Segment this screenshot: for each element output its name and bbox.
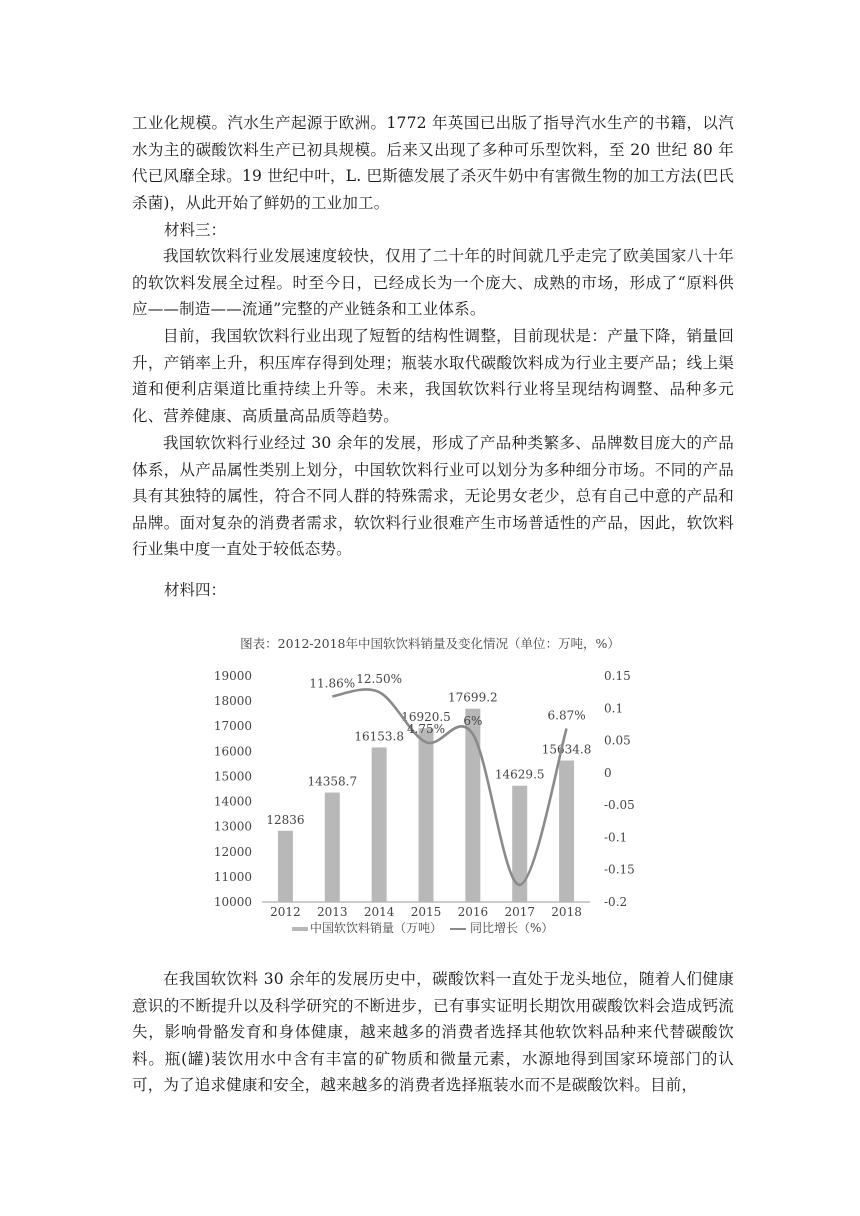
growth-value-label: 11.86% <box>309 676 356 691</box>
chart-title: 图表：2012-2018年中国软饮料销量及变化情况（单位：万吨，%） <box>240 636 620 651</box>
paragraph-intro: 工业化规模。汽水生产起源于欧洲。1772 年英国已出版了指导汽水生产的书籍，以汽水为主的碳酸饮料生产已初具规模。后来又出现了多种可乐型饮料，至 20 世纪 80 年代已风靡全球。19 世纪中叶，L. 巴斯德发展了杀灭牛奶中有害微生物的加工方法(巴氏杀菌)，从此开始了鲜奶的工业加工。 <box>132 114 734 212</box>
y-right-tick-label: 0.05 <box>604 733 631 748</box>
bar-value-label: 12836 <box>266 812 305 827</box>
y-left-tick-label: 11000 <box>213 869 252 884</box>
y-right-tick-label: 0.15 <box>604 669 631 683</box>
growth-value-label: 12.50% <box>356 672 403 687</box>
bar <box>278 831 293 902</box>
legend-line-label: 同比增长（%） <box>470 921 554 935</box>
bar-value-label: 14358.7 <box>307 774 358 789</box>
paragraph-3-2: 目前，我国软饮料行业出现了短暂的结构性调整，目前现状是：产量下降，销量回升，产销率上升，积压库存得到处理；瓶装水取代碳酸饮料成为行业主要产品；线上渠道和便利店渠道比重持续上升等。未来，我国软饮料行业将呈现结构调整、品种多元化、营养健康、高质量高品质等趋势。 <box>132 327 734 425</box>
paragraph-3-1: 我国软饮料行业发展速度较快，仅用了二十年的时间就几乎走完了欧美国家八十年的软饮料发展全过程。时至今日，已经成长为一个庞大、成熟的市场，形成了“原料供应——制造——流通”完整的产业链条和工业体系。 <box>132 247 734 318</box>
y-left-tick-label: 16000 <box>213 744 252 759</box>
x-tick-label: 2015 <box>410 905 442 919</box>
y-left-tick-label: 18000 <box>213 694 252 709</box>
y-left-tick-label: 15000 <box>213 769 252 784</box>
material-four-label: 材料四： <box>164 581 227 599</box>
sales-chart <box>200 630 660 948</box>
bar <box>559 761 574 902</box>
bar-value-label: 16920.5 <box>401 710 451 725</box>
bar <box>325 793 340 902</box>
x-tick-label: 2016 <box>457 905 489 919</box>
bar <box>419 728 434 902</box>
growth-value-label: 6.87% <box>547 708 586 723</box>
material-three-label: 材料三： <box>164 221 227 239</box>
bar-value-label: 15634.8 <box>541 742 592 757</box>
legend-bar-swatch <box>292 927 308 931</box>
x-tick-label: 2012 <box>270 905 301 919</box>
x-tick-label: 2018 <box>551 905 582 919</box>
y-left-tick-label: 12000 <box>213 844 252 859</box>
chart-legend <box>292 920 553 935</box>
y-right-tick-label: -0.2 <box>604 895 628 909</box>
bar-value-label: 17699.2 <box>448 690 498 705</box>
y-right-tick-label: 0 <box>604 765 612 780</box>
y-left-tick-label: 14000 <box>213 794 252 809</box>
y-right-tick-label: -0.1 <box>604 830 628 845</box>
y-right-tick-label: -0.05 <box>604 798 635 813</box>
sales-chart-svg <box>200 630 660 948</box>
y-left-tick-label: 19000 <box>213 669 252 683</box>
bar-value-label: 16153.8 <box>354 729 404 744</box>
x-tick-label: 2013 <box>317 905 348 919</box>
y-left-tick-label: 13000 <box>213 819 252 834</box>
bar-value-label: 14629.5 <box>494 767 545 782</box>
paragraph-4-1: 在我国软饮料 30 余年的发展历史中，碳酸饮料一直处于龙头地位，随着人们健康意识的不断提升以及科学研究的不断进步，已有事实证明长期饮用碳酸饮料会造成钙流失，影响骨骼发育和身体健康，越来越多的消费者选择其他软饮料品种来代替碳酸饮料。瓶(罐)装饮用水中含有丰富的矿物质和微量元素，水源地得到国家环境部门的认可，为了追求健康和安全，越来越多的消费者选择瓶装水而不是碳酸饮料。目前， <box>132 970 734 1094</box>
x-tick-label: 2017 <box>504 905 535 919</box>
bar <box>463 709 483 902</box>
x-tick-label: 2014 <box>363 905 395 919</box>
y-right-tick-label: 0.1 <box>604 701 624 716</box>
y-right-tick-label: -0.15 <box>604 862 635 877</box>
bar <box>372 747 387 902</box>
growth-value-label: 6% <box>463 714 483 729</box>
y-left-tick-label: 10000 <box>213 895 252 909</box>
growth-value-label: 4.75% <box>406 722 446 737</box>
legend-bar-label: 中国软饮料销量（万吨） <box>310 921 443 935</box>
y-left-tick-label: 17000 <box>213 719 252 734</box>
paragraph-3-3: 我国软饮料行业经过 30 余年的发展，形成了产品种类繁多、品牌数目庞大的产品体系，从产品属性类别上划分，中国软饮料行业可以划分为多种细分市场。不同的产品具有其独特的属性，符合不同人群的特殊需求，无论男女老少，总有自己中意的产品和品牌。面对复杂的消费者需求，软饮料行业很难产生市场普适性的产品，因此，软饮料行业集中度一直处于较低态势。 <box>132 434 734 558</box>
